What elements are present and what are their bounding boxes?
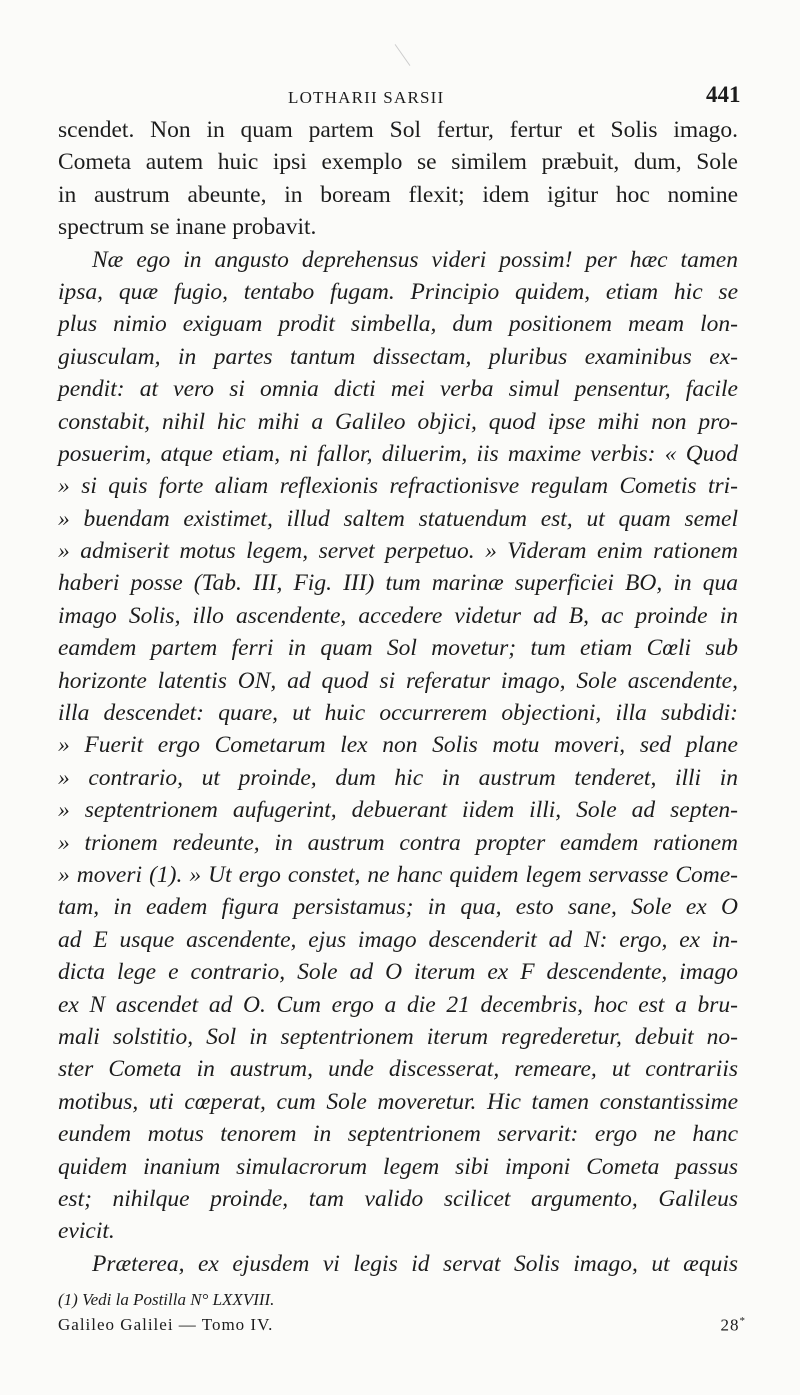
edition-imprint: Galileo Galilei — Tomo IV. <box>58 1315 274 1334</box>
text-line: » admiserit motus legem, servet perpetuo. » Videram enim rationem <box>58 538 738 565</box>
text-line: ipsa, quæ fugio, tentabo fugam. Principio quidem, etiam hic se <box>58 278 738 305</box>
text-line: eundem motus tenorem in septentrionem servarit: ergo ne hanc <box>58 1121 738 1148</box>
text-line: est; nihilque proinde, tam valido scilicet argumento, Galileus <box>58 1185 738 1212</box>
running-head: LOTHARII SARSII <box>288 88 445 107</box>
text-line: giusculam, in partes tantum dissectam, pluribus examinibus ex- <box>58 343 738 370</box>
text-line: ster Cometa in austrum, unde discesserat, remeare, ut contrariis <box>58 1056 738 1083</box>
text-line: dicta lege e contrario, Sole ad O iterum ex F descendente, imago <box>58 959 738 986</box>
text-line: » septentrionem aufugerint, debuerant iidem illi, Sole ad septen- <box>58 797 738 824</box>
signature-asterisk: * <box>739 1315 746 1327</box>
body-text <box>58 114 738 1280</box>
signature-number: 28 <box>720 1315 740 1335</box>
text-line: » moveri (1). » Ut ergo constet, ne hanc quidem legem servasse Come- <box>58 861 738 888</box>
footnote: (1) Vedi la Postilla N° LXXVIII. <box>58 1290 275 1309</box>
text-line: pendit: at vero si omnia dicti mei verba simul pensentur, facile <box>58 376 738 403</box>
text-line: » si quis forte aliam reflexionis refractionisve regulam Cometis tri- <box>58 473 738 500</box>
page-footer <box>58 1315 746 1339</box>
signature-mark <box>721 1315 747 1336</box>
text-line: » buendam existimet, illud saltem statuendum est, ut quam semel <box>58 505 738 532</box>
text-line: horizonte latentis ON, ad quod si referatur imago, Sole ascendente, <box>58 667 738 694</box>
text-line: posuerim, atque etiam, ni fallor, diluerim, iis maxime verbis: « Quod <box>58 440 738 467</box>
paragraph-3 <box>58 1248 738 1280</box>
text-line: illa descendet: quare, ut huic occurrerem objectioni, illa subdidi: <box>58 700 738 727</box>
text-line: Cometa autem huic ipsi exemplo se similem præbuit, dum, Sole <box>58 149 738 176</box>
text-line: quidem inanium simulacrorum legem sibi imponi Cometa passus <box>58 1153 738 1180</box>
text-line: Næ ego in angusto deprehensus videri possim! per hæc tamen <box>92 246 738 273</box>
text-line: plus nimio exiguam prodit simbella, dum positionem meam lon- <box>58 311 738 338</box>
text-line: haberi posse (Tab. III, Fig. III) tum marinæ superficiei BO, in qua <box>58 570 738 597</box>
text-line: Præterea, ex ejusdem vi legis id servat Solis imago, ut æquis <box>92 1250 738 1277</box>
text-line: spectrum se inane probavit. <box>58 214 317 241</box>
text-line: evicit. <box>58 1218 115 1245</box>
page-number: 441 <box>706 82 741 107</box>
text-line: constabit, nihil hic mihi a Galileo objici, quod ipse mihi non pro- <box>58 408 738 435</box>
paragraph-1 <box>58 114 738 244</box>
text-line: » contrario, ut proinde, dum hic in austrum tenderet, illi in <box>58 764 738 791</box>
margin-mark <box>395 44 411 66</box>
page-header <box>0 82 800 112</box>
text-line: motibus, uti cœperat, cum Sole moveretur. Hic tamen constantissime <box>58 1088 738 1115</box>
paragraph-2 <box>58 244 738 1248</box>
text-line: eamdem partem ferri in quam Sol movetur; tum etiam Cœli sub <box>58 635 738 662</box>
text-line: scendet. Non in quam partem Sol fertur, fertur et Solis imago. <box>58 117 738 143</box>
text-line: ex N ascendet ad O. Cum ergo a die 21 decembris, hoc est a bru- <box>58 991 738 1018</box>
text-line: imago Solis, illo ascendente, accedere videtur ad B, ac proinde in <box>58 602 738 629</box>
text-line: mali solstitio, Sol in septentrionem iterum regrederetur, debuit no- <box>58 1023 738 1050</box>
text-line: » trionem redeunte, in austrum contra propter eamdem rationem <box>58 829 738 856</box>
text-line: tam, in eadem figura persistamus; in qua, esto sane, Sole ex O <box>58 894 738 921</box>
text-line: in austrum abeunte, in boream flexit; idem igitur hoc nomine <box>58 181 738 208</box>
text-line: ad E usque ascendente, ejus imago descenderit ad N: ergo, ex in- <box>58 926 738 953</box>
text-line: » Fuerit ergo Cometarum lex non Solis motu moveri, sed plane <box>58 732 738 759</box>
